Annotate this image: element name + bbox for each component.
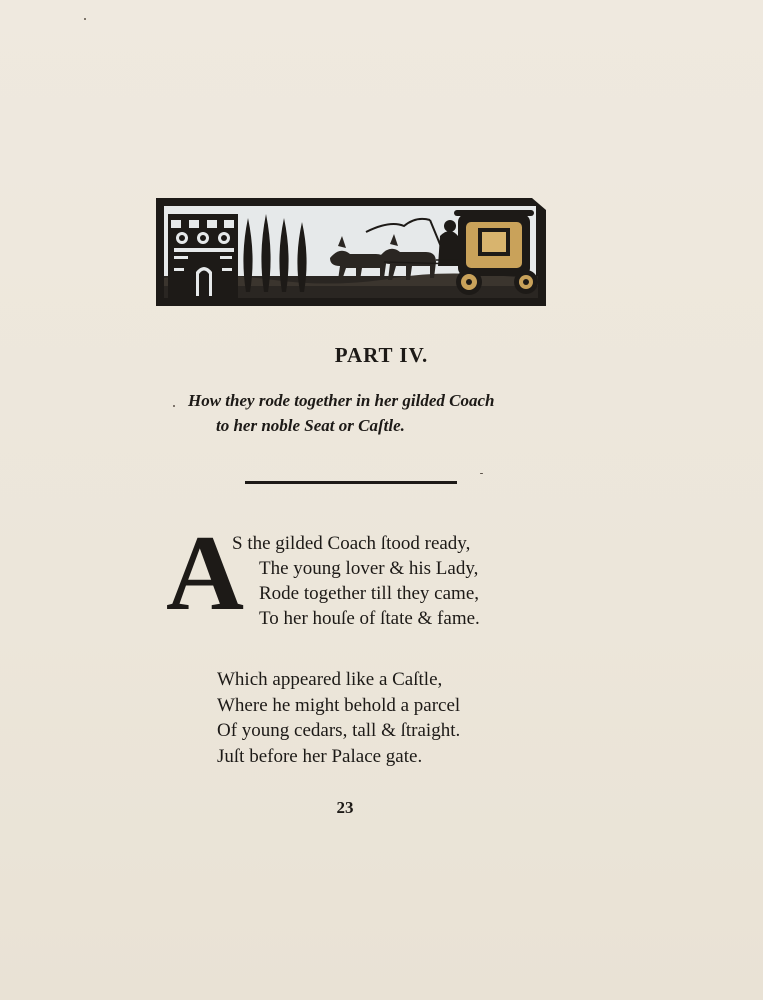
coach-and-castle-woodcut: [154, 196, 548, 308]
paper-speck: [84, 18, 86, 20]
paper-speck: [173, 405, 175, 407]
woodcut-illustration: [154, 196, 548, 308]
stanza-2: [217, 667, 460, 769]
part-heading: PART IV.: [334, 343, 429, 367]
verse-line: S the gilded Coach ſtood ready,: [232, 533, 471, 554]
chapter-subtitle: [188, 388, 548, 438]
verse-line: Juſt before her Palace gate.: [217, 745, 423, 767]
subtitle-line-2: to her noble Seat or Caſtle.: [216, 416, 405, 435]
subtitle-line-1: How they rode together in her gilded Coach: [188, 391, 495, 410]
paper-speck: [480, 473, 483, 474]
verse-line: The young lover & his Lady,: [259, 558, 479, 579]
castle-icon: [168, 214, 238, 298]
verse-line: Rode together till they came,: [259, 583, 480, 604]
verse-line: Where he might behold a parcel: [217, 694, 461, 716]
stanza-1: [232, 531, 480, 631]
drop-cap: A: [166, 514, 244, 633]
section-divider: [245, 481, 457, 484]
page-number: 23: [336, 798, 354, 817]
verse-line: Of young cedars, tall & ſtraight.: [217, 720, 461, 741]
verse-line: To her houſe of ſtate & fame.: [259, 608, 480, 629]
verse-line: Which appeared like a Caſtle,: [217, 669, 443, 690]
